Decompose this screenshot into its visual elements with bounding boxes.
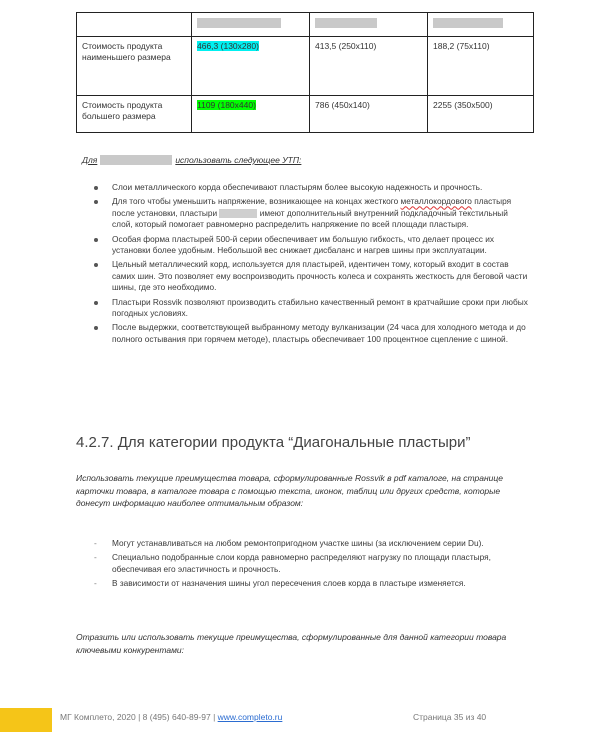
table-header-redacted-3 [428,13,534,37]
list-item: - Специально подобранные слои корда равномерно распределяют нагрузку по площади пластыря, обеспечивая его эластичность и прочность. [112,552,530,575]
table-row [77,96,534,133]
table-cell: 2255 (350х500) [428,96,534,133]
redacted-block [197,18,281,28]
diagonal-patch-list [112,538,530,593]
redacted-block [219,209,257,218]
table-cell: 188,2 (75х110) [428,37,534,96]
list-item: Слои металлического корда обеспечивают пластырям более высокую надежность и прочность. [112,182,530,193]
list-item [112,196,530,230]
footer-accent-bar [0,708,52,732]
instruction-paragraph-competitors: Отразить или использовать текущие преимущества, сформулированные для данной категории товара ключевыми конкурентами: [76,632,507,655]
text-fragment: Для того чтобы уменьшить напряжение, возникающее на концах жесткого [112,196,401,207]
table-cell [192,96,310,133]
footer-info [60,712,282,722]
section-heading: 4.2.7. Для категории продукта “Диагональные пластыри” [76,434,471,451]
table-cell: 413,5 (250х110) [310,37,428,96]
redacted-block [315,18,377,28]
table-header-redacted-1 [192,13,310,37]
intro-before: Для [82,155,98,165]
list-item: - В зависимости от назначения шины угол пересечения слоев корда в пластыре изменяется. [112,578,530,589]
text-fragment: имеют дополнительный внутренний подкладочный текстильный слой, который помогает равномерно распределить напряжение по всей площади пластыря. [112,207,508,230]
table-header-row [77,13,534,37]
intro-after: использовать следующее УТП: [175,155,302,165]
highlighted-value: 1109 (180х440) [197,100,256,110]
table-cell: 786 (450х140) [310,96,428,133]
footer-company: МГ Комплето, 2020 | 8 (495) 640-89-97 | [60,712,218,722]
redacted-block [433,18,503,28]
list-item: Цельный металлический корд, используется для пластырей, идентичен тому, который входит в состав самих шин. Это позволяет ему воспроизводить прочность колеса и сохранять жесткость для беговой части шины, где это необходимо. [112,259,530,293]
utp-bullet-list [112,182,530,348]
table-cell [192,37,310,96]
table-header-empty [77,13,192,37]
row-label: Стоимость продукта наименьшего размера [77,37,192,96]
highlighted-value: 466,3 (130х280) [197,41,259,51]
text-fragment: пластыря после установки, пластыри [112,196,512,218]
redacted-block [100,155,172,165]
list-item: Пластыри Rossvik позволяют производить стабильно качественный ремонт в кратчайшие сроки при любых погодных условиях. [112,297,530,320]
misspelled-word: металлокордового [400,196,472,207]
list-item: - Могут устанавливаться на любом ремонтопригодном участке шины (за исключением серии Du). [112,538,530,549]
intro-line [82,155,301,165]
list-item: После выдержки, соответствующей выбранному методу вулканизации (24 часа для холодного метода и до полного остывания при горячем методе), пластырь обеспечивает 100 процентное сцепление с шиной. [112,322,530,345]
list-item: Особая форма пластырей 500-й серии обеспечивает им большую гибкость, что делает процесс их установки более удобным. Небольшой вес снижает дисбаланс и нагрев шины при эксплуатации. [112,234,530,257]
table-row [77,37,534,96]
instruction-paragraph: Использовать текущие преимущества товара, сформулированные Rossvik в pdf каталоге, на странице карточки товара, в каталоге товара с помощью текста, иконок, таблиц или других средств, которые донесут информацию наиболее оптимальным образом: [76,473,503,508]
row-label: Стоимость продукта большего размера [77,96,192,133]
price-comparison-table [76,12,534,133]
footer-website-link[interactable]: www.completo.ru [217,712,283,722]
table-header-redacted-2 [310,13,428,37]
page-number: Страница 35 из 40 [413,712,487,722]
